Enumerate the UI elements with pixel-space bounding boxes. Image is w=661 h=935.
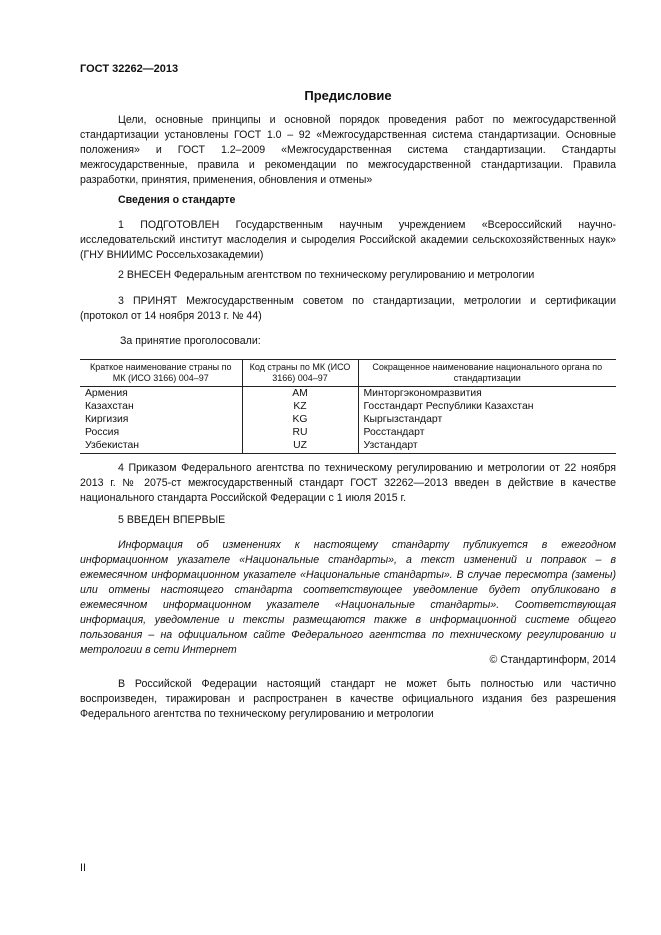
voting-states-table — [80, 359, 616, 454]
cell-body: Минторгэкономразвития — [358, 387, 616, 401]
document-code: ГОСТ 32262—2013 — [80, 63, 179, 75]
cell-code: AM — [242, 387, 358, 401]
table-row — [80, 439, 616, 454]
page-number: II — [80, 862, 86, 874]
column-header-code: Код страны по МК (ИСО 3166) 004–97 — [242, 360, 358, 387]
cell-body: Росстандарт — [358, 426, 616, 439]
cell-code: UZ — [242, 439, 358, 454]
cell-code: RU — [242, 426, 358, 439]
table-header-row — [80, 360, 616, 387]
cell-country: Киргизия — [85, 414, 129, 425]
voted-label: За принятие проголосовали: — [120, 335, 261, 347]
cell-country: Армения — [85, 388, 128, 399]
table-row — [80, 400, 616, 413]
reproduction-notice: В Российской Федерации настоящий стандарт не может быть полностью или частично воспроизведен, тиражирован и распространен в качестве официального издания без разрешения Федерального агентства по техническому регулированию и метрологии — [80, 678, 616, 720]
item-order: 4 Приказом Федерального агентства по техническому регулированию и метрологии от 22 ноября 2013 г. № 2075-ст межгосударственный стандарт ГОСТ 32262—2013 введен в действие в качестве национального стандарта Российской Федерации с 1 июля 2015 г. — [80, 462, 616, 504]
table-row — [80, 426, 616, 439]
cell-country: Казахстан — [85, 401, 134, 412]
cell-body: Узстандарт — [358, 439, 616, 454]
cell-body: Госстандарт Республики Казахстан — [358, 400, 616, 413]
item-prepared: 1 ПОДГОТОВЛЕН Государственным научным учреждением «Всероссийский научно-исследовательский институт маслоделия и сыроделия Российской академии сельскохозяйственных наук» (ГНУ ВНИИМС Россельхозакадемии) — [80, 219, 616, 261]
info-note: Информация об изменениях к настоящему стандарту публикуется в ежегодном информационном указателе «Национальные стандарты», а текст изменений и поправок – в ежемесячном информационном указателе «Национальные стандарты». В случае пересмотра (замены) или отмены настоящего стандарта соответствующее уведомление будет опубликовано в ежемесячном информационном указателе «Национальные стандарты». Соответствующая информация, уведомление и тексты размещаются также в информационной системе общего пользования – на официальном сайте Федерального агентства по техническому регулированию и метрологии в сети Интернет — [80, 539, 616, 656]
cell-country: Узбекистан — [80, 439, 242, 454]
page-title: Предисловие — [304, 88, 392, 103]
copyright: © Стандартинформ, 2014 — [489, 654, 616, 666]
item-introduced: 2 ВНЕСЕН Федеральным агентством по техническому регулированию и метрологии — [118, 269, 535, 281]
cell-body: Кыргызстандарт — [358, 413, 616, 426]
table-row — [80, 413, 616, 426]
column-header-body: Сокращенное наименование национального органа по стандартизации — [358, 360, 616, 387]
cell-code: KZ — [242, 400, 358, 413]
cell-country: Россия — [85, 427, 120, 438]
column-header-country: Краткое наименование страны по МК (ИСО 3166) 004–97 — [80, 360, 242, 387]
intro-paragraph: Цели, основные принципы и основной порядок проведения работ по межгосударственной стандартизации установлены ГОСТ 1.0 – 92 «Межгосударственная система стандартизации. Основные положения» и ГОСТ 1.2–2009 «Межгосударственная система стандартизации. Стандарты межгосударственные, правила и рекомендации по межгосударственной стандартизации. Правила разработки, принятия, применения, обновления и отмены» — [80, 114, 616, 186]
table-row — [80, 387, 616, 401]
item-first-time: 5 ВВЕДЕН ВПЕРВЫЕ — [118, 514, 226, 526]
item-adopted: 3 ПРИНЯТ Межгосударственным советом по стандартизации, метрологии и сертификации (протокол от 14 ноября 2013 г. № 44) — [80, 295, 616, 322]
cell-code: KG — [242, 413, 358, 426]
section-heading: Сведения о стандарте — [118, 194, 236, 206]
